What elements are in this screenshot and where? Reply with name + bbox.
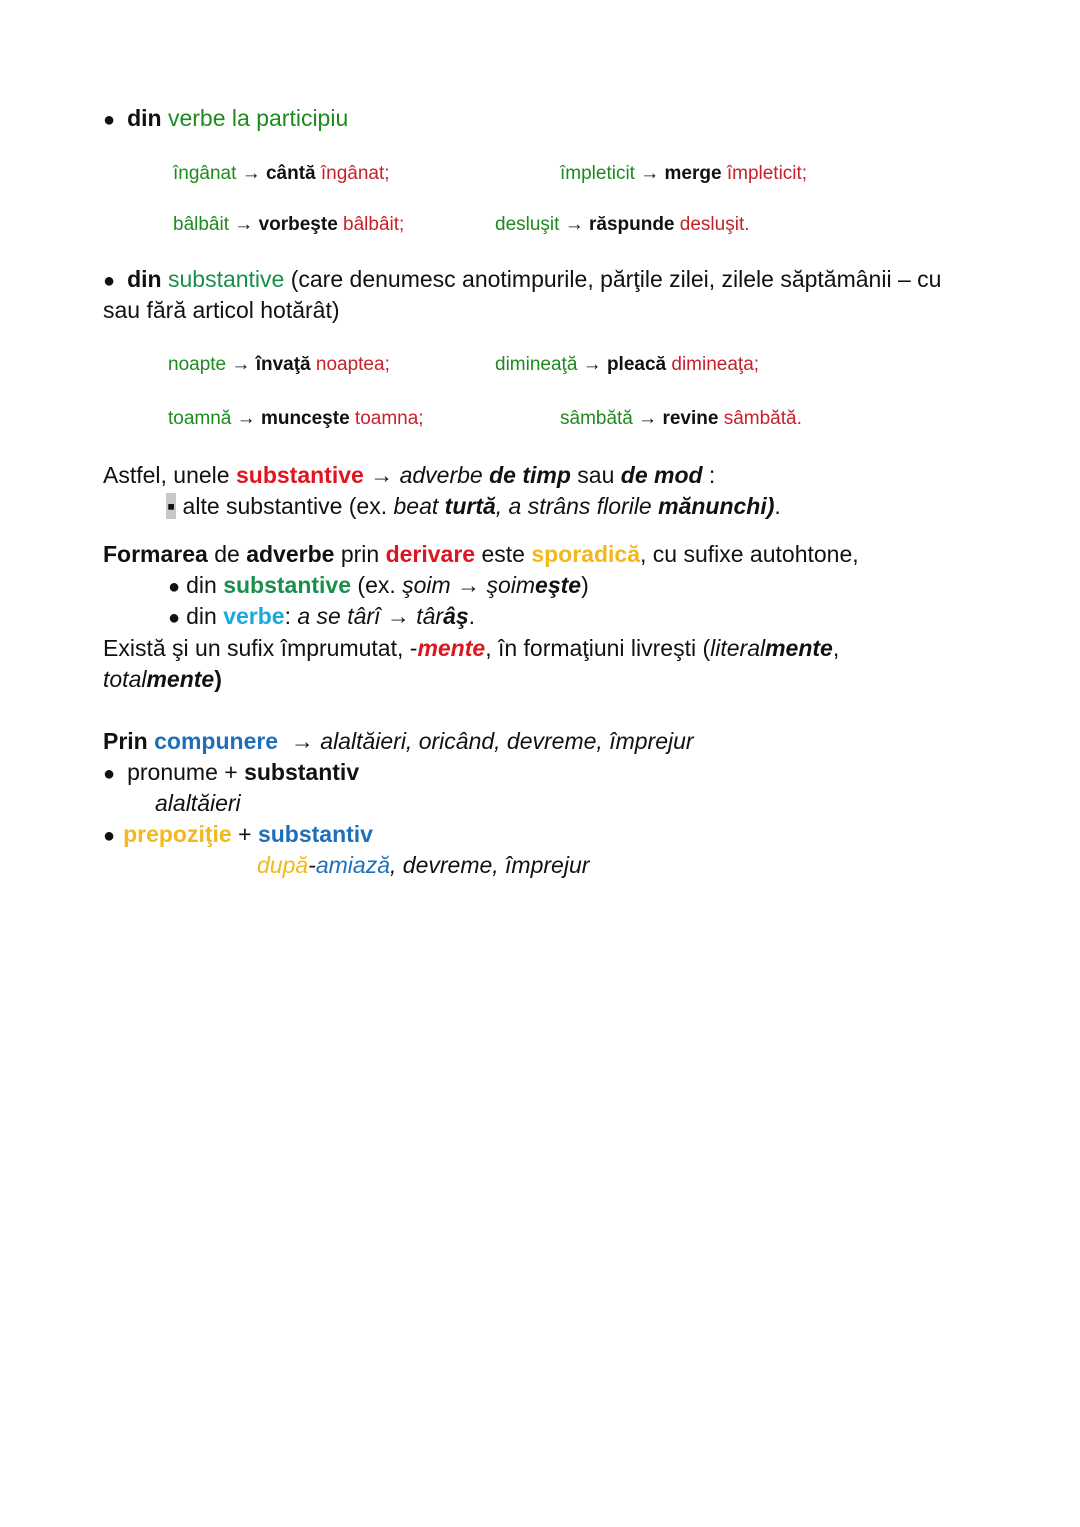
arrow-icon: → [290, 728, 314, 754]
arrow-icon: → [457, 572, 481, 598]
example-toamna: toamnă → munceşte toamna; [168, 408, 424, 429]
example-balbait: bâlbâit → vorbeşte bâlbâit; [173, 214, 405, 235]
arrow-icon: → [370, 462, 394, 488]
example-noapte: noapte → învaţă noaptea; [168, 354, 390, 375]
bullet-icon: ● [168, 576, 181, 598]
sufix-continuation: totalmente) [103, 666, 222, 692]
compunere-pronume: ● pronume + substantiv [103, 759, 360, 785]
example-dimineata: dimineaţă → pleacă dimineaţa; [495, 354, 760, 375]
formarea-substantive: ● din substantive (ex. şoim → şoimeşte) [168, 572, 589, 598]
compunere-line: Prin compunere → alaltăieri, oricând, devreme, împrejur [103, 728, 694, 754]
arrow-icon: → [638, 408, 658, 429]
arrow-icon: → [231, 354, 251, 375]
section-verbe-heading: ● din verbe la participiu [103, 105, 349, 131]
bullet-icon: ● [103, 109, 116, 131]
astfel-subitem: ▪ alte substantive (ex. beat turtă, a strâns florile mănunchi). [167, 493, 781, 519]
formarea-verbe: ● din verbe: a se târî → târâş. [168, 603, 476, 629]
section-substantive-continuation: sau fără articol hotărât) [103, 297, 340, 323]
arrow-icon: → [582, 354, 602, 375]
bullet-icon: ● [103, 270, 116, 292]
compunere-pronume-example: alaltăieri [155, 790, 241, 816]
arrow-icon: → [236, 408, 256, 429]
example-deslusit: desluşit → răspunde desluşit. [495, 214, 750, 235]
bullet-icon: ● [103, 763, 116, 785]
compunere-prepozitie: ● prepoziţie + substantiv [103, 821, 373, 847]
sufix-line: Există şi un sufix împrumutat, -mente, în formaţiuni livreşti (literalmente, [103, 635, 840, 661]
bullet-icon: ● [168, 607, 181, 629]
example-sambata: sâmbătă → revine sâmbătă. [560, 408, 802, 429]
arrow-icon: → [564, 214, 584, 235]
bullet-icon: ● [103, 825, 116, 847]
section-substantive-heading: ● din substantive (care denumesc anotimpurile, părţile zilei, zilele săptămânii – cu [103, 266, 942, 292]
arrow-icon: → [234, 214, 254, 235]
example-impleticit: împleticit → merge împleticit; [560, 163, 808, 184]
square-bullet-icon: ▪ [167, 493, 176, 519]
arrow-icon: → [640, 163, 660, 184]
example-inganat: îngânat → cântă îngânat; [173, 163, 390, 184]
formarea-line: Formarea de adverbe prin derivare este sporadică, cu sufixe autohtone, [103, 541, 859, 567]
arrow-icon: → [386, 603, 410, 629]
arrow-icon: → [241, 163, 261, 184]
compunere-prepozitie-example: după-amiază, devreme, împrejur [257, 852, 590, 878]
astfel-line: Astfel, unele substantive → adverbe de timp sau de mod : [103, 462, 716, 488]
